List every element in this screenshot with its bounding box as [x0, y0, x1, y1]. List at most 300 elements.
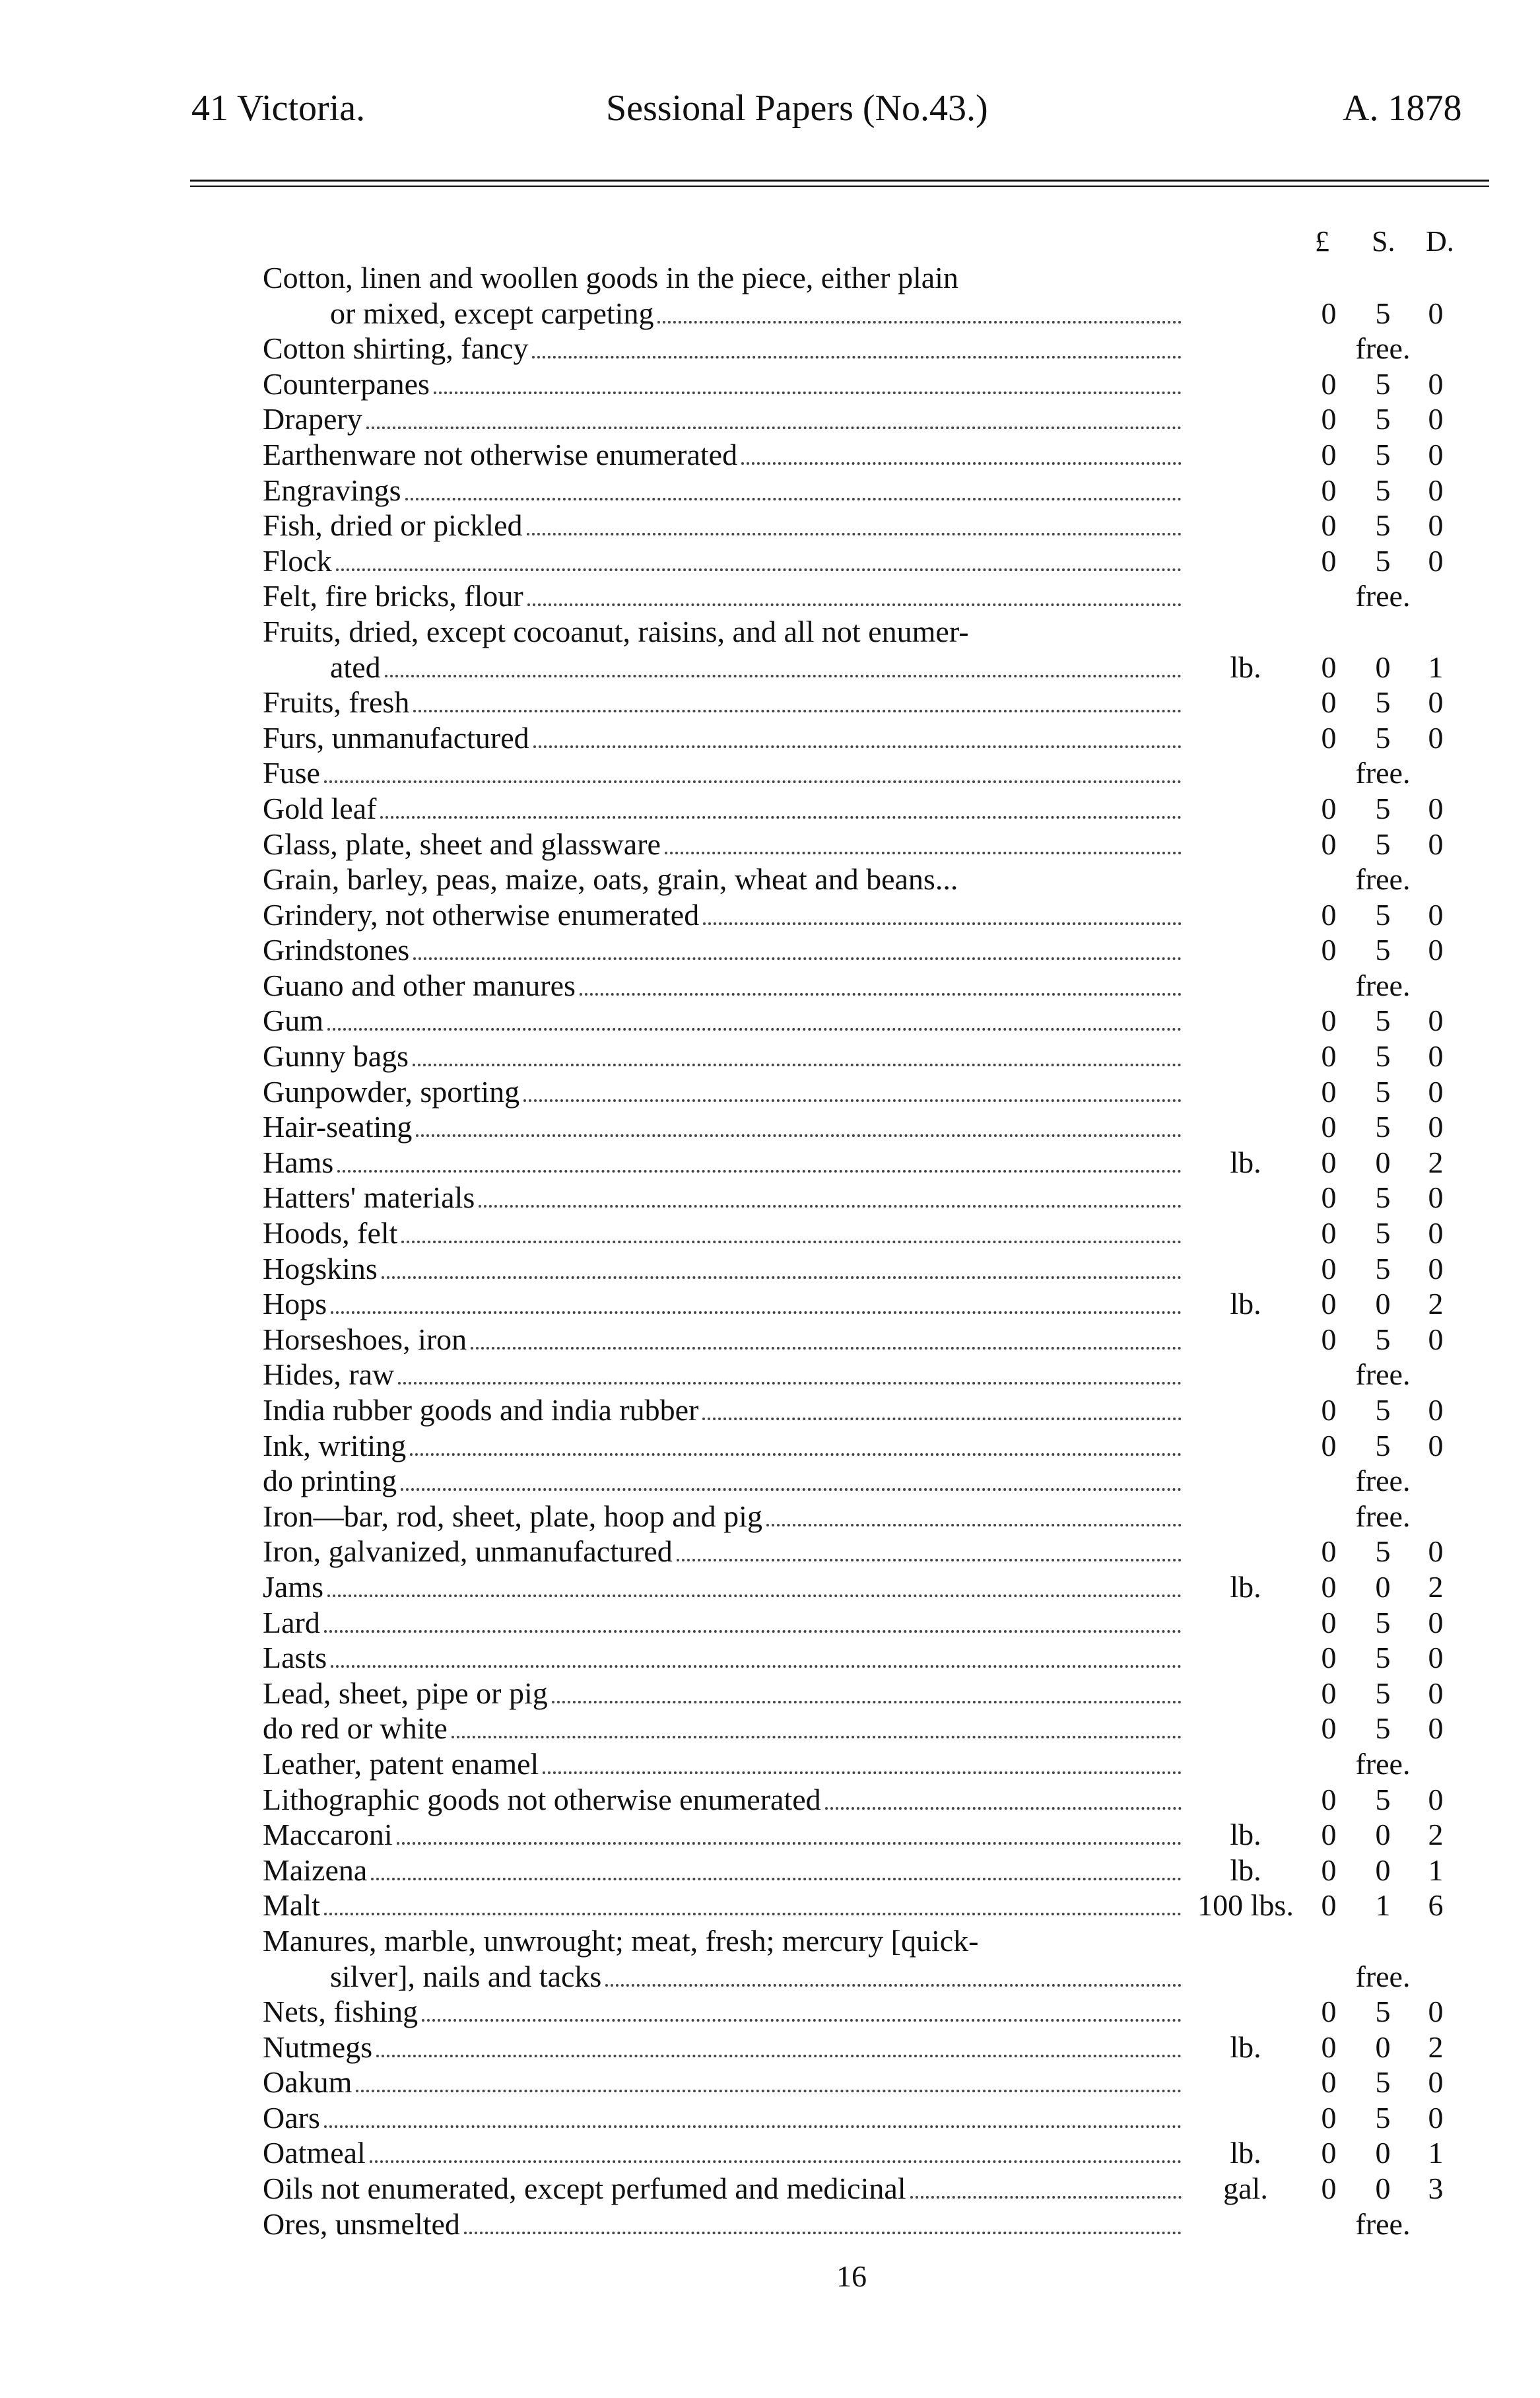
leader-dots [371, 1878, 1182, 1880]
duty-pence: 2 [1428, 2030, 1444, 2064]
item-text: Lithographic goods not otherwise enumerated [263, 1782, 821, 1816]
item-text: do printing [263, 1464, 397, 1498]
leader-dots [398, 1382, 1182, 1385]
duty-pence: 0 [1428, 1605, 1444, 1639]
item-description [263, 2030, 1182, 2065]
item-description [263, 401, 1182, 437]
duty-pounds: 0 [1321, 1074, 1337, 1109]
item-description [263, 1746, 1182, 1782]
duty-pence: 0 [1428, 402, 1444, 436]
item-description [263, 578, 1182, 614]
duty-pence: 0 [1428, 1534, 1444, 1569]
duty-free: free. [1355, 968, 1411, 1002]
leader-dots [543, 1771, 1182, 1774]
item-description [263, 473, 1182, 508]
leader-dots [532, 356, 1182, 359]
table-row [0, 1923, 1540, 1959]
leader-dots [413, 1064, 1182, 1066]
duty-pounds: 0 [1321, 1676, 1337, 1710]
item-description [263, 791, 1182, 827]
item-text: Hogskins [263, 1251, 378, 1285]
item-text: Ink, writing [263, 1428, 407, 1462]
item-text: Hops [263, 1287, 327, 1321]
table-row [0, 543, 1540, 579]
duty-shillings: 5 [1375, 1004, 1391, 1038]
item-description [263, 508, 1182, 543]
table-row [0, 1074, 1540, 1110]
leader-dots [331, 1665, 1182, 1668]
item-unit: lb. [1230, 1853, 1261, 1887]
table-row [0, 1959, 1540, 1995]
item-text: Gold leaf [263, 791, 377, 825]
item-unit: lb. [1230, 1569, 1261, 1604]
item-text: Glass, plate, sheet and glassware [263, 827, 661, 861]
duty-pence: 1 [1428, 2136, 1444, 2170]
leader-dots [552, 1701, 1182, 1703]
duty-pounds: 0 [1321, 1534, 1337, 1569]
duty-shillings: 0 [1375, 1287, 1391, 1321]
duty-pence: 0 [1428, 827, 1444, 861]
table-row [0, 1003, 1540, 1039]
duty-shillings: 5 [1375, 1641, 1391, 1675]
duty-pounds: 0 [1321, 1216, 1337, 1250]
item-text: Lasts [263, 1641, 327, 1675]
item-description [263, 968, 1182, 1004]
duty-shillings: 5 [1375, 1181, 1391, 1215]
leader-dots [331, 1311, 1182, 1314]
duty-pence: 0 [1428, 1251, 1444, 1285]
leader-dots [385, 675, 1182, 677]
duty-pounds: 0 [1321, 1428, 1337, 1462]
item-text: Oils not enumerated, except perfumed and medicinal [263, 2172, 906, 2206]
item-unit: lb. [1230, 1287, 1261, 1321]
table-row [0, 1853, 1540, 1888]
header-rule-double [190, 186, 1489, 187]
duty-shillings: 0 [1375, 650, 1391, 684]
duty-free: free. [1355, 862, 1411, 897]
table-row [0, 1569, 1540, 1605]
table-row [0, 1640, 1540, 1676]
duty-pounds: 0 [1321, 473, 1337, 507]
leader-dots [471, 1347, 1182, 1350]
duty-shillings: 5 [1375, 1216, 1391, 1250]
duty-shillings: 5 [1375, 720, 1391, 755]
duty-free: free. [1355, 1959, 1411, 1993]
item-text: Grindstones [263, 933, 410, 967]
duty-free: free. [1355, 1746, 1411, 1781]
table-row [0, 2065, 1540, 2100]
item-text: Fruits, fresh [263, 685, 410, 720]
table-row [0, 2171, 1540, 2207]
item-text: Ores, unsmelted [263, 2207, 460, 2241]
duty-shillings: 5 [1375, 437, 1391, 471]
item-unit: lb. [1230, 1818, 1261, 1852]
item-text: Grindery, not otherwise enumerated [263, 897, 700, 932]
item-description [263, 437, 1182, 473]
duty-pence: 0 [1428, 473, 1444, 507]
item-text: Fuse [263, 756, 320, 790]
duty-pence: 3 [1428, 2172, 1444, 2206]
duty-pounds: 0 [1321, 791, 1337, 825]
duty-shillings: 5 [1375, 1782, 1391, 1816]
duty-pounds: 0 [1321, 2100, 1337, 2135]
duty-pence: 0 [1428, 1782, 1444, 1816]
item-unit: lb. [1230, 1145, 1261, 1179]
duty-pence: 2 [1428, 1145, 1444, 1179]
item-text: Manures, marble, unwrought; meat, fresh; mercury [quick- [263, 1923, 979, 1958]
table-row [0, 1888, 1540, 1923]
item-description [263, 1994, 1182, 2030]
duty-shillings: 5 [1375, 1676, 1391, 1710]
duty-shillings: 5 [1375, 1605, 1391, 1639]
table-row [0, 1711, 1540, 1746]
item-description [263, 1251, 1182, 1287]
table-row [0, 1463, 1540, 1499]
item-text: or mixed, except carpeting [330, 296, 654, 330]
duty-shillings: 5 [1375, 1322, 1391, 1356]
table-row [0, 1039, 1540, 1074]
duty-pence: 0 [1428, 437, 1444, 471]
table-row [0, 1180, 1540, 1216]
table-row [0, 1994, 1540, 2030]
table-row [0, 685, 1540, 720]
item-text: Fish, dried or pickled [263, 508, 523, 543]
duty-pounds: 0 [1321, 685, 1337, 720]
item-text: Felt, fire bricks, flour [263, 579, 523, 613]
duty-pence: 0 [1428, 1428, 1444, 1462]
duty-shillings: 5 [1375, 827, 1391, 861]
item-description [263, 1145, 1182, 1181]
table-row [0, 366, 1540, 402]
table-row [0, 1322, 1540, 1357]
item-description [263, 827, 1182, 862]
item-text: Gum [263, 1004, 323, 1038]
item-description [263, 1817, 1182, 1853]
duty-pounds: 0 [1321, 1287, 1337, 1321]
table-row [0, 1499, 1540, 1534]
table-row [0, 437, 1540, 473]
table-row [0, 968, 1540, 1004]
leader-dots [605, 1984, 1182, 1987]
duty-pounds: 0 [1321, 897, 1337, 932]
duty-pence: 0 [1428, 685, 1444, 720]
item-description [263, 1569, 1182, 1605]
item-text: Horseshoes, iron [263, 1322, 467, 1356]
header-rule [190, 180, 1489, 182]
leader-dots [703, 922, 1182, 925]
duty-shillings: 5 [1375, 508, 1391, 543]
item-description [263, 1357, 1182, 1392]
duty-pounds: 0 [1321, 1110, 1337, 1144]
leader-dots [370, 2160, 1182, 2163]
duty-pence: 0 [1428, 1074, 1444, 1109]
table-row [0, 473, 1540, 508]
item-text: Fruits, dried, except cocoanut, raisins, and all not enumer- [263, 614, 969, 648]
leader-dots [464, 2232, 1182, 2234]
duty-shillings: 5 [1375, 897, 1391, 932]
duty-shillings: 5 [1375, 543, 1391, 578]
item-description [263, 1039, 1182, 1074]
duty-shillings: 5 [1375, 1534, 1391, 1569]
item-description [263, 366, 1182, 402]
leader-dots [422, 2019, 1182, 2022]
leader-dots [356, 2090, 1182, 2092]
duty-pence: 0 [1428, 1216, 1444, 1250]
duty-pence: 0 [1428, 2065, 1444, 2100]
item-text: do red or white [263, 1711, 448, 1746]
leader-dots [324, 1630, 1182, 1633]
leader-dots [527, 533, 1182, 535]
item-description [263, 1180, 1182, 1216]
item-text: Oars [263, 2100, 320, 2135]
table-row [0, 1109, 1540, 1145]
item-unit: 100 lbs. [1197, 1888, 1294, 1923]
duty-shillings: 5 [1375, 1393, 1391, 1427]
duty-pounds: 0 [1321, 1605, 1337, 1639]
duty-pounds: 0 [1321, 1004, 1337, 1038]
item-text: Malt [263, 1888, 320, 1923]
item-text: Cotton, linen and woollen goods in the piece, either plain [263, 261, 958, 294]
column-head-pence: D. [1426, 225, 1454, 257]
duty-free: free. [1355, 331, 1411, 366]
duty-shillings: 5 [1375, 1110, 1391, 1144]
duty-pounds: 0 [1321, 402, 1337, 436]
duty-pounds: 0 [1321, 1782, 1337, 1816]
item-description [263, 755, 1182, 791]
item-text: Maizena [263, 1853, 368, 1887]
leader-dots [410, 1453, 1182, 1456]
leader-dots [401, 1488, 1182, 1491]
duty-pence: 0 [1428, 1322, 1444, 1356]
duty-shillings: 5 [1375, 1428, 1391, 1462]
table-row [0, 401, 1540, 437]
duty-shillings: 5 [1375, 791, 1391, 825]
duty-pounds: 0 [1321, 1818, 1337, 1852]
item-unit: lb. [1230, 2030, 1261, 2064]
item-text: Drapery [263, 402, 362, 436]
item-text: Nets, fishing [263, 1995, 418, 2029]
leader-dots [405, 498, 1182, 500]
duty-free: free. [1355, 1357, 1411, 1392]
duty-shillings: 5 [1375, 933, 1391, 967]
table-row [0, 2135, 1540, 2171]
duty-pence: 0 [1428, 720, 1444, 755]
leader-dots [533, 745, 1182, 748]
item-text: Iron—bar, rod, sheet, plate, hoop and pig [263, 1499, 762, 1533]
duty-shillings: 0 [1375, 1145, 1391, 1179]
item-description [263, 2065, 1182, 2100]
duty-pounds: 0 [1321, 508, 1337, 543]
duty-pounds: 0 [1321, 933, 1337, 967]
duty-pence: 0 [1428, 1181, 1444, 1215]
duty-pounds: 0 [1321, 2030, 1337, 2064]
leader-dots [401, 1241, 1182, 1243]
duty-shillings: 5 [1375, 1039, 1391, 1074]
table-row [0, 614, 1540, 650]
item-text: Lead, sheet, pipe or pig [263, 1676, 548, 1710]
table-row [0, 2100, 1540, 2136]
duty-free: free. [1355, 756, 1411, 790]
duty-pence: 0 [1428, 366, 1444, 401]
table-row [0, 791, 1540, 827]
item-text: Lard [263, 1605, 320, 1639]
item-description [263, 1534, 1182, 1569]
item-description [263, 685, 1182, 720]
column-head-pounds: £ [1315, 225, 1329, 257]
item-description [263, 1499, 1182, 1534]
duty-shillings: 5 [1375, 1711, 1391, 1746]
table-row [0, 1817, 1540, 1853]
duty-pence: 6 [1428, 1888, 1444, 1923]
duty-pence: 0 [1428, 933, 1444, 967]
duty-free: free. [1355, 1464, 1411, 1498]
item-description [263, 1782, 1182, 1818]
duty-shillings: 5 [1375, 2065, 1391, 2100]
item-description [330, 296, 1182, 331]
table-row [0, 1676, 1540, 1711]
duty-shillings: 0 [1375, 2136, 1391, 2170]
item-unit: gal. [1223, 2172, 1268, 2206]
item-unit: lb. [1230, 650, 1261, 684]
duty-pence: 0 [1428, 1641, 1444, 1675]
leader-dots [327, 1028, 1182, 1031]
item-description [263, 1428, 1182, 1464]
item-description [263, 2135, 1182, 2171]
leader-dots [910, 2196, 1182, 2199]
duty-pounds: 0 [1321, 366, 1337, 401]
duty-pence: 0 [1428, 508, 1444, 543]
duty-pounds: 0 [1321, 1145, 1337, 1179]
item-description [263, 2207, 1182, 2242]
item-description [263, 1216, 1182, 1251]
table-row [0, 862, 1540, 897]
leader-dots [580, 993, 1182, 996]
item-text: Iron, galvanized, unmanufactured [263, 1534, 673, 1569]
duty-pounds: 0 [1321, 650, 1337, 684]
item-description [263, 331, 1182, 366]
duty-pence: 2 [1428, 1569, 1444, 1604]
item-description [263, 1711, 1182, 1746]
duty-shillings: 5 [1375, 366, 1391, 401]
page-number: 16 [836, 2259, 867, 2293]
table-row [0, 508, 1540, 543]
table-row [0, 2030, 1540, 2065]
item-text: Engravings [263, 473, 401, 507]
duty-shillings: 0 [1375, 1853, 1391, 1887]
duty-pence: 0 [1428, 2100, 1444, 2135]
table-row [0, 1357, 1540, 1392]
item-text: Oakum [263, 2065, 352, 2100]
duty-shillings: 0 [1375, 1569, 1391, 1604]
leader-dots [366, 427, 1182, 429]
duty-pence: 1 [1428, 650, 1444, 684]
duty-pounds: 0 [1321, 1181, 1337, 1215]
leader-dots [527, 603, 1182, 606]
leader-dots [452, 1736, 1182, 1738]
table-row [0, 1605, 1540, 1641]
item-text: Hair-seating [263, 1110, 413, 1144]
item-description [263, 614, 1182, 650]
table-row [0, 260, 1540, 296]
duty-shillings: 5 [1375, 402, 1391, 436]
item-description [263, 1640, 1182, 1676]
leader-dots [702, 1418, 1182, 1420]
leader-dots [337, 1170, 1182, 1173]
duty-shillings: 1 [1375, 1888, 1391, 1923]
item-text: Hatters' materials [263, 1181, 475, 1215]
duty-shillings: 5 [1375, 685, 1391, 720]
duty-pounds: 0 [1321, 827, 1337, 861]
item-description [263, 1676, 1182, 1711]
item-description [263, 2171, 1182, 2207]
page-header [0, 82, 1540, 135]
leader-dots [376, 2055, 1182, 2057]
header-title: Sessional Papers (No.43.) [606, 88, 988, 129]
duty-pounds: 0 [1321, 2136, 1337, 2170]
duty-shillings: 0 [1375, 2030, 1391, 2064]
table-row [0, 897, 1540, 933]
table-row [0, 1782, 1540, 1818]
item-description [330, 1959, 1182, 1995]
table-row [0, 578, 1540, 614]
table-row [0, 755, 1540, 791]
leader-dots [324, 2125, 1182, 2128]
item-description [263, 260, 1182, 296]
duty-pounds: 0 [1321, 1322, 1337, 1356]
duty-pence: 0 [1428, 1711, 1444, 1746]
table-row [0, 331, 1540, 366]
duty-pence: 0 [1428, 1039, 1444, 1074]
leader-dots [397, 1842, 1182, 1845]
duty-pounds: 0 [1321, 2172, 1337, 2206]
item-text: Jams [263, 1569, 323, 1604]
duty-free: free. [1355, 579, 1411, 613]
table-row [0, 296, 1540, 331]
duty-pence: 2 [1428, 1818, 1444, 1852]
table-row [0, 1746, 1540, 1782]
table-row [0, 1428, 1540, 1464]
table-row [0, 650, 1540, 685]
item-text: Maccaroni [263, 1818, 393, 1852]
leader-dots [324, 780, 1182, 783]
item-text: India rubber goods and india rubber [263, 1393, 699, 1427]
duty-pounds: 0 [1321, 1569, 1337, 1604]
duty-shillings: 5 [1375, 1251, 1391, 1285]
leader-dots [416, 1134, 1182, 1137]
duty-shillings: 0 [1375, 2172, 1391, 2206]
duty-pence: 0 [1428, 1676, 1444, 1710]
item-description [263, 1605, 1182, 1641]
item-text: Guano and other manures [263, 968, 576, 1002]
leader-dots [479, 1205, 1182, 1208]
leader-dots [413, 710, 1182, 712]
leader-dots [825, 1807, 1182, 1810]
duty-pounds: 0 [1321, 437, 1337, 471]
item-description [263, 543, 1182, 579]
duty-shillings: 5 [1375, 296, 1391, 330]
duty-pounds: 0 [1321, 1641, 1337, 1675]
item-text: Hoods, felt [263, 1216, 398, 1250]
duty-free: free. [1355, 1499, 1411, 1533]
header-year: A. 1878 [1343, 88, 1462, 129]
leader-dots [523, 1099, 1182, 1102]
item-text: Furs, unmanufactured [263, 720, 529, 755]
leader-dots [665, 852, 1182, 854]
leader-dots [380, 816, 1182, 819]
duty-pence: 0 [1428, 791, 1444, 825]
item-text: ated [330, 650, 381, 684]
duty-pence: 0 [1428, 897, 1444, 932]
